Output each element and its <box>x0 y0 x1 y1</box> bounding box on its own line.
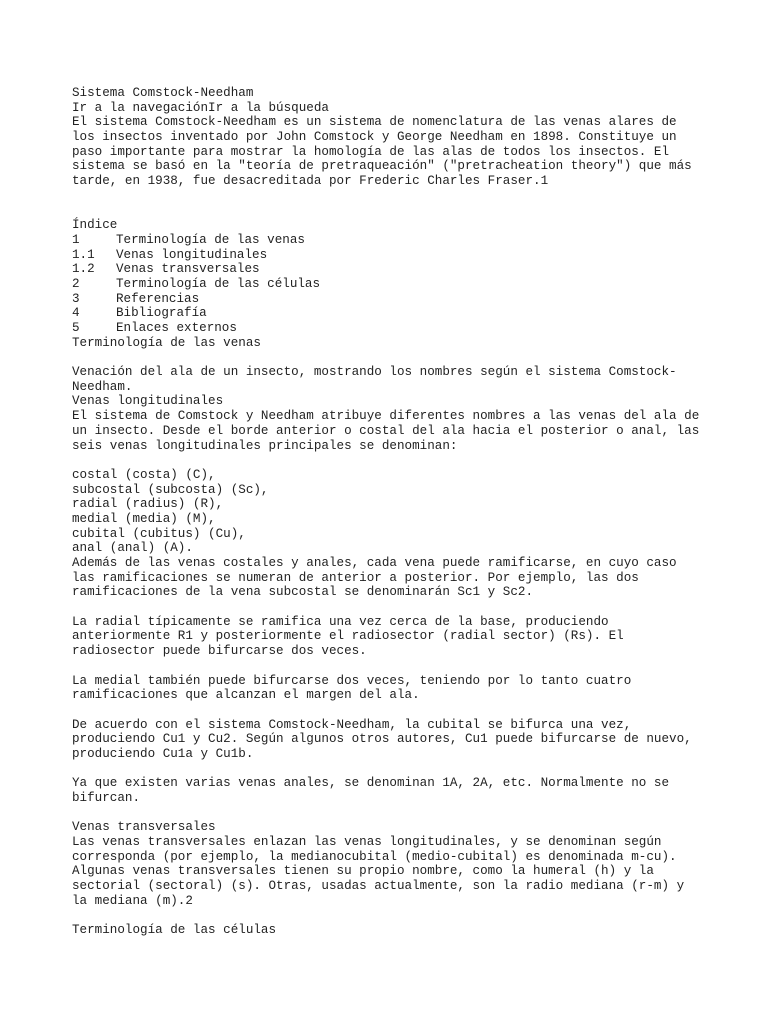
toc-label[interactable]: Terminología de las células <box>116 276 321 291</box>
text-line: produciendo Cu1a y Cu1b. <box>72 746 254 761</box>
toc-number: 1.2 <box>72 262 95 277</box>
paragraph <box>72 409 712 453</box>
toc-label[interactable]: Venas longitudinales <box>116 247 268 262</box>
toc-label[interactable]: Bibliografía <box>116 306 207 321</box>
paragraph <box>72 718 712 762</box>
toc-item[interactable] <box>72 306 712 321</box>
toc-number: 4 <box>72 306 80 321</box>
toc-item[interactable] <box>72 248 712 263</box>
toc-label[interactable]: Venas transversales <box>116 262 260 277</box>
text-line: radiosector puede bifurcarse dos veces. <box>72 644 367 659</box>
text-line: tarde, en 1938, fue desacreditada por Frederic Charles Fraser.1 <box>72 174 549 189</box>
text-line: Además de las venas costales y anales, cada vena puede ramificarse, en cuyo caso <box>72 556 677 571</box>
text-line: la mediana (m).2 <box>72 893 193 908</box>
text-line: anteriormente R1 y posteriormente el radiosector (radial sector) (Rs). El <box>72 629 624 644</box>
list-item: subcostal (subcosta) (Sc), <box>72 482 269 497</box>
image-caption <box>72 365 712 394</box>
text-line: El sistema Comstock-Needham es un sistema de nomenclatura de las venas alares de <box>72 115 677 130</box>
text-line: Las venas transversales enlazan las venas longitudinales, y se denominan según <box>72 835 662 850</box>
nav-links[interactable]: Ir a la navegaciónIr a la búsqueda <box>72 100 329 115</box>
text-line: Algunas venas transversales tienen su propio nombre, como la humeral (h) y la <box>72 864 654 879</box>
toc-item[interactable] <box>72 321 712 336</box>
table-of-contents <box>72 218 712 336</box>
paragraph <box>72 835 712 908</box>
text-line: produciendo Cu1 y Cu2. Según algunos otros autores, Cu1 puede bifurcarse de nuevo, <box>72 732 692 747</box>
text-line: Ya que existen varias venas anales, se denominan 1A, 2A, etc. Normalmente no se <box>72 776 670 791</box>
text-line: los insectos inventado por John Comstock y George Needham en 1898. Constituye un <box>72 130 677 145</box>
paragraph <box>72 615 712 659</box>
section-heading: Terminología de las células <box>72 923 277 938</box>
document-page <box>72 86 712 938</box>
text-line: sistema se basó en la "teoría de pretraqueación" ("pretracheation theory") que más <box>72 159 692 174</box>
toc-item[interactable] <box>72 277 712 292</box>
text-line: bifurcan. <box>72 791 141 806</box>
text-line: corresponda (por ejemplo, la medianocubital (medio-cubital) es denominada m-cu). <box>72 849 677 864</box>
list-item: cubital (cubitus) (Cu), <box>72 526 246 541</box>
toc-label[interactable]: Terminología de las venas <box>116 232 305 247</box>
text-line: sectorial (sectoral) (s). Otras, usadas actualmente, son la radio mediana (r-m) y <box>72 879 685 894</box>
text-line: De acuerdo con el sistema Comstock-Needham, la cubital se bifurca una vez, <box>72 717 632 732</box>
text-line: ramificaciones que alcanzan el margen del ala. <box>72 688 420 703</box>
toc-number: 5 <box>72 321 80 336</box>
list-item: radial (radius) (R), <box>72 497 224 512</box>
text-line: El sistema de Comstock y Needham atribuye diferentes nombres a las venas del ala de <box>72 409 700 424</box>
toc-item[interactable] <box>72 262 712 277</box>
paragraph <box>72 556 712 600</box>
list-item: anal (anal) (A). <box>72 541 193 556</box>
toc-number: 1.1 <box>72 247 95 262</box>
text-line: Venación del ala de un insecto, mostrando los nombres según el sistema Comstock- <box>72 365 677 380</box>
text-line: ramificaciones de la vena subcostal se denominarán Sc1 y Sc2. <box>72 585 534 600</box>
text-line: paso importante para mostrar la homología de las alas de todos los insectos. El <box>72 144 670 159</box>
subsection-heading: Venas transversales <box>72 820 216 835</box>
text-line: seis venas longitudinales principales se denominan: <box>72 438 458 453</box>
toc-number: 2 <box>72 276 80 291</box>
subsection-heading: Venas longitudinales <box>72 394 224 409</box>
text-line: La medial también puede bifurcarse dos veces, teniendo por lo tanto cuatro <box>72 673 632 688</box>
toc-number: 1 <box>72 232 80 247</box>
toc-heading: Índice <box>72 218 118 233</box>
toc-item[interactable] <box>72 233 712 248</box>
vein-list <box>72 468 712 556</box>
list-item: costal (costa) (C), <box>72 467 216 482</box>
page-title: Sistema Comstock-Needham <box>72 86 254 100</box>
text-line: las ramificaciones se numeran de anterior a posterior. Por ejemplo, las dos <box>72 570 639 585</box>
section-heading: Terminología de las venas <box>72 335 261 350</box>
toc-item[interactable] <box>72 292 712 307</box>
text-line: La radial típicamente se ramifica una vez cerca de la base, produciendo <box>72 614 609 629</box>
toc-number: 3 <box>72 291 80 306</box>
intro-paragraph <box>72 115 712 188</box>
paragraph <box>72 776 712 805</box>
toc-label[interactable]: Enlaces externos <box>116 321 237 336</box>
text-line: Needham. <box>72 379 133 394</box>
paragraph <box>72 674 712 703</box>
toc-label[interactable]: Referencias <box>116 291 200 306</box>
text-line: un insecto. Desde el borde anterior o costal del ala hacia el posterior o anal, las <box>72 423 700 438</box>
list-item: medial (media) (M), <box>72 511 216 526</box>
